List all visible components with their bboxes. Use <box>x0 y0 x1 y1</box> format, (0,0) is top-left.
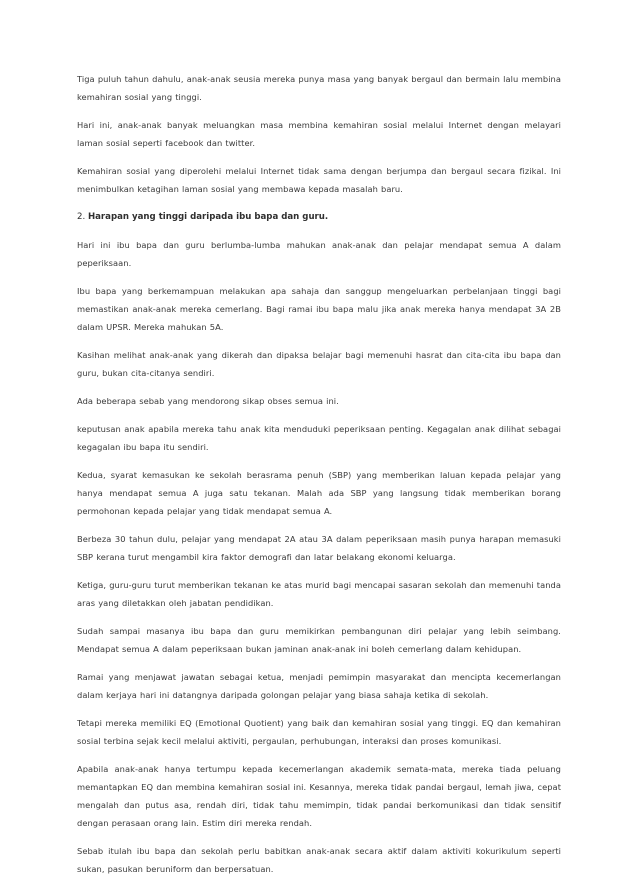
paragraph: Ramai yang menjawat jawatan sebagai ketua, menjadi pemimpin masyarakat dan mencipta kecemerlangan dalam kerjaya hari ini datangnya daripada golongan pelajar yang biasa sahaja ketika di sekolah. <box>77 672 561 700</box>
paragraph: Hari ini ibu bapa dan guru berlumba-lumba mahukan anak-anak dan pelajar mendapat semua A dalam peperiksaan. <box>77 240 561 268</box>
section-title: Harapan yang tinggi daripada ibu bapa dan guru. <box>87 212 329 222</box>
section-heading <box>77 208 561 226</box>
paragraph: Sebab itulah ibu bapa dan sekolah perlu babitkan anak-anak secara aktif dalam aktiviti kokurikulum seperti sukan, pasukan beruniform dan berpersatuan. <box>77 846 561 874</box>
paragraph: Kedua, syarat kemasukan ke sekolah berasrama penuh (SBP) yang memberikan laluan kepada pelajar yang hanya mendapat semua A juga satu tekanan. Malah ada SBP yang langsung tidak memberikan borang permohonan kepada pelajar yang tidak mendapat semua A. <box>77 470 561 516</box>
paragraph: Sudah sampai masanya ibu bapa dan guru memikirkan pembangunan diri pelajar yang lebih seimbang. Mendapat semua A dalam peperiksaan bukan jaminan anak-anak ini boleh cemerlang dalam kehidupan. <box>77 626 561 654</box>
paragraph: Ada beberapa sebab yang mendorong sikap obses semua ini. <box>77 396 339 406</box>
paragraph: Berbeza 30 tahun dulu, pelajar yang mendapat 2A atau 3A dalam peperiksaan masih punya harapan memasuki SBP kerana turut mengambil kira faktor demografi dan latar belakang ekonomi keluarga. <box>77 534 561 562</box>
paragraph: Ibu bapa yang berkemampuan melakukan apa sahaja dan sanggup mengeluarkan perbelanjaan tinggi bagi memastikan anak-anak mereka cemerlang. Bagi ramai ibu bapa malu jika anak mereka hanya mendapat 3A 2B dalam UPSR. Mereka mahukan 5A. <box>77 286 561 332</box>
paragraph: keputusan anak apabila mereka tahu anak kita menduduki peperiksaan penting. Kegagalan anak dilihat sebagai kegagalan ibu bapa itu sendiri. <box>77 424 561 452</box>
paragraph: Ketiga, guru-guru turut memberikan tekanan ke atas murid bagi mencapai sasaran sekolah dan memenuhi tanda aras yang diletakkan oleh jabatan pendidikan. <box>77 580 561 608</box>
paragraph: Kemahiran sosial yang diperolehi melalui Internet tidak sama dengan berjumpa dan bergaul secara fizikal. Ini menimbulkan ketagihan laman sosial yang membawa kepada masalah baru. <box>77 166 561 194</box>
paragraph: Apabila anak-anak hanya tertumpu kepada kecemerlangan akademik semata-mata, mereka tiada peluang memantapkan EQ dan membina kemahiran sosial ini. Kesannya, mereka tidak pandai bergaul, lemah jiwa, cepat mengalah dan putus asa, rendah diri, tidak tahu memimpin, tidak pandai berkomunikasi dan tidak sensitif dengan perasaan orang lain. Estim diri mereka rendah. <box>77 764 561 828</box>
paragraph: Tetapi mereka memiliki EQ (Emotional Quotient) yang baik dan kemahiran sosial yang tinggi. EQ dan kemahiran sosial terbina sejak kecil melalui aktiviti, pergaulan, perhubungan, interaksi dan proses komunikasi. <box>77 718 561 746</box>
paragraph: Hari ini, anak-anak banyak meluangkan masa membina kemahiran sosial melalui Internet dengan melayari laman sosial seperti facebook dan twitter. <box>77 120 561 148</box>
paragraph: Tiga puluh tahun dahulu, anak-anak seusia mereka punya masa yang banyak bergaul dan bermain lalu membina kemahiran sosial yang tinggi. <box>77 74 561 102</box>
document-body <box>77 70 561 888</box>
section-number: 2. <box>77 212 86 222</box>
paragraph: Kasihan melihat anak-anak yang dikerah dan dipaksa belajar bagi memenuhi hasrat dan cita-cita ibu bapa dan guru, bukan cita-citanya sendiri. <box>77 350 561 378</box>
